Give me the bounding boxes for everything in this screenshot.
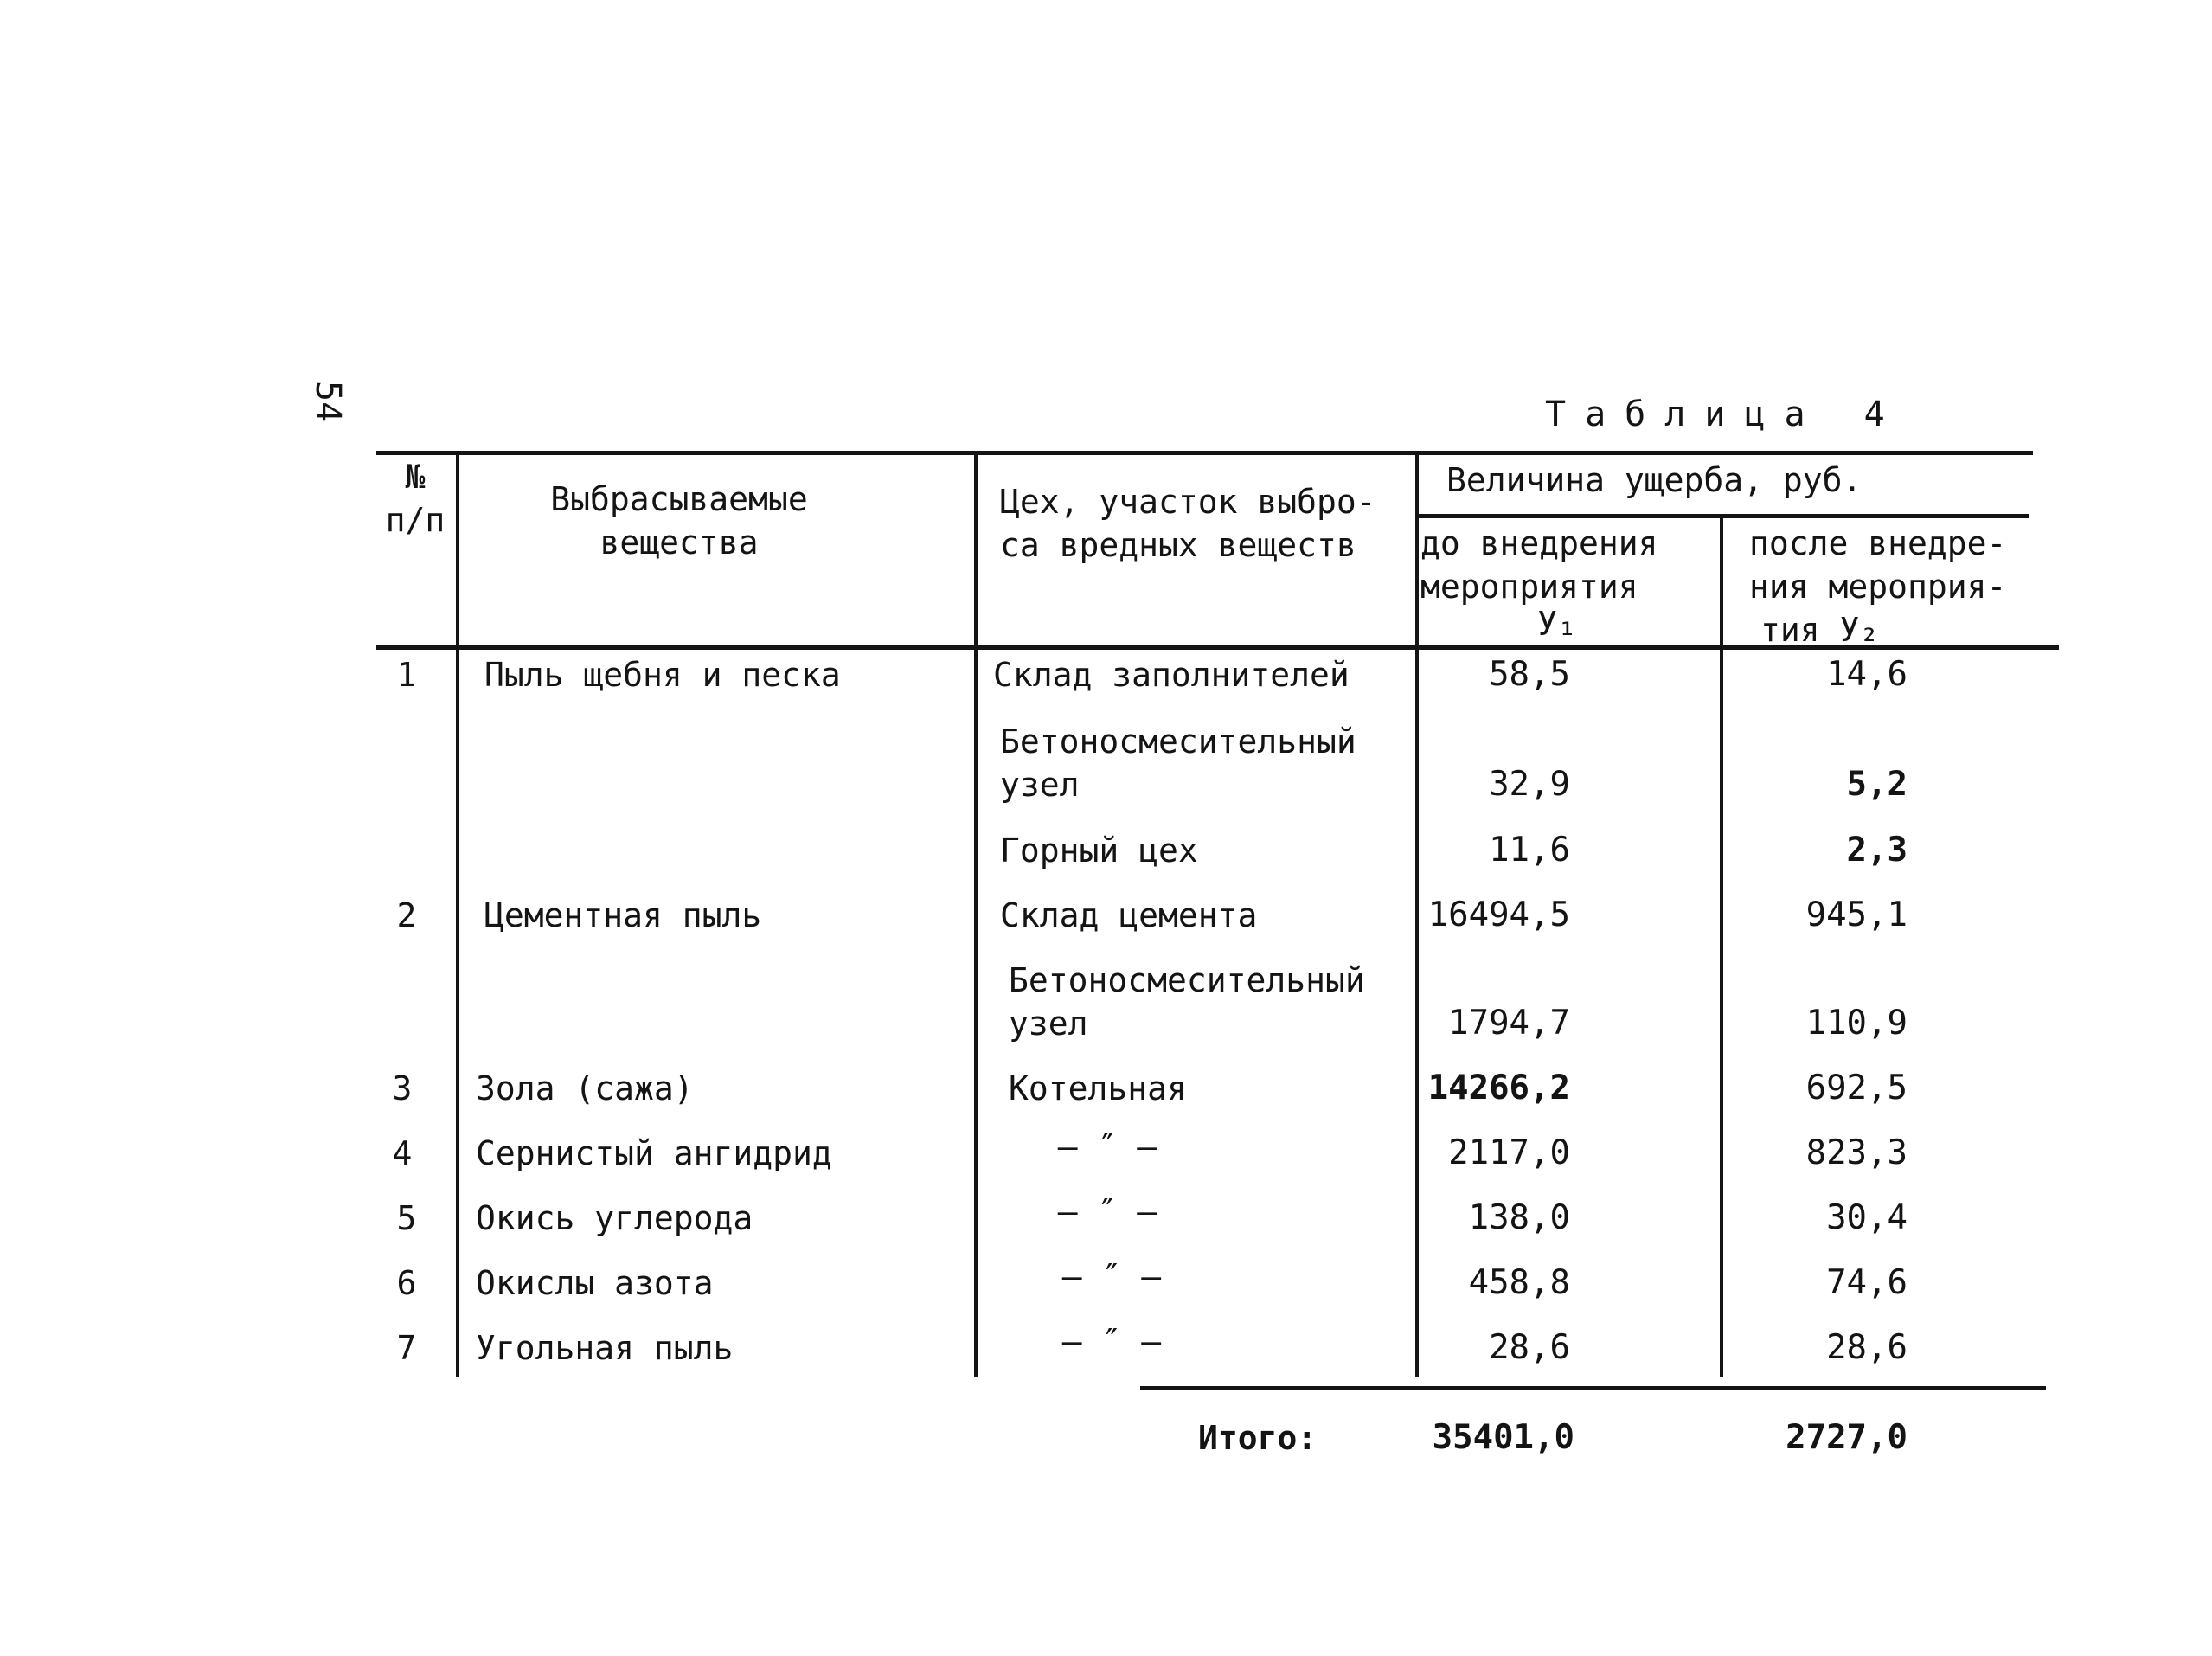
col-divider-1 (456, 451, 459, 1377)
total-before: 35401,0 (1432, 1418, 1574, 1457)
col-divider-2 (974, 451, 978, 1377)
header-damage: Величина ущерба, руб. (1446, 461, 1863, 499)
col-divider-4 (1720, 516, 1723, 1377)
damage-sub-rule (1419, 514, 2029, 518)
total-rule (1140, 1386, 2046, 1390)
total-label: Итого: (1198, 1419, 1318, 1457)
page-number: 54 (308, 381, 348, 423)
total-after: 2727,0 (1786, 1418, 1907, 1457)
table-title: Таблица 4 (1545, 395, 1904, 434)
table-top-rule (376, 451, 2033, 455)
